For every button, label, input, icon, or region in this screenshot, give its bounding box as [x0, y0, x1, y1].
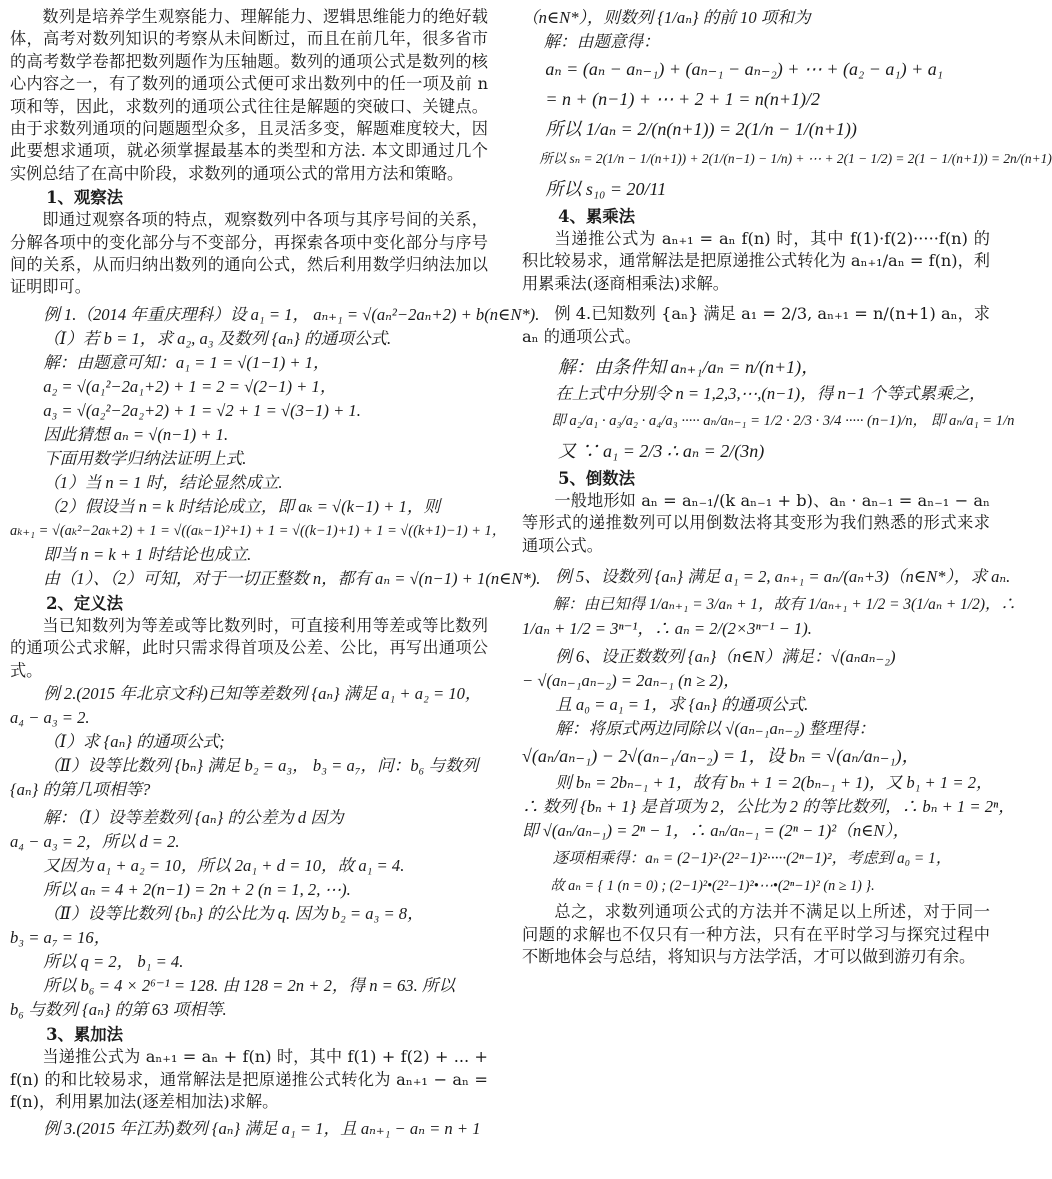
example-1-guess: 因此猜想 aₙ = √(n−1) + 1. [43, 424, 229, 444]
example-1-step-2-derivation: aₖ₊₁ = √(aₖ²−2aₖ+2) + 1 = √((aₖ−1)²+1) + 1 = √((k−1)+1) + 1 = √((k+1)−1) + 1， [10, 522, 507, 539]
example-3-line-2: = n + (n−1) + ⋯ + 2 + 1 = n(n+1)/2 [545, 89, 821, 109]
example-3-line-1: aₙ = (aₙ − aₙ₋₁) + (aₙ₋₁ − aₙ₋₂) + ⋯ + (a₂ − a₁) + a₁ [545, 59, 944, 79]
left-column [10, 6, 541, 1141]
example-2-solution-2e: b₆ 与数列 {aₙ} 的第 63 项相等. [10, 1000, 227, 1020]
section-heading-reciprocal: 5、倒数法 [558, 469, 636, 489]
example-3-statement: 例 3.(2015 年江苏)数列 {aₙ} 满足 a₁ = 1，且 aₙ₊₁ − aₙ = n + 1 [43, 1119, 481, 1139]
example-2-solution-1: 解：（Ⅰ）设等差数列 {aₙ} 的公差为 d 因为 [43, 808, 344, 828]
example-2-question-2-cont: {aₙ} 的第几项相等? [10, 780, 151, 800]
cumulative-product-text: 当递推公式为 aₙ₊₁ = aₙ f(n) 时，其中 f(1)·f(2)·····f(n) 的积比较易求，通常解法是把原递推公式转化为 aₙ₊₁/aₙ = f(n)，利用累乘法(逐商相乘法)求解。 [522, 229, 990, 293]
example-4-statement: 例 4.已知数列 {aₙ} 满足 a₁ = 2/3, aₙ₊₁ = n/(n+1) aₙ，求 aₙ 的通项公式。 [522, 304, 990, 346]
observation-text: 即通过观察各项的特点，观察数列中各项与其序号间的关系，分解各项中的变化部分与不变部分，再探索各项中变化部分与序号间的关系，从而归纳出数列的通向公式，然后利用数学归纳法加以证明即可。 [10, 210, 488, 297]
section-heading-cumulative-product: 4、累乘法 [558, 207, 636, 226]
example-6-solution-4: ∴ 数列 {bₙ + 1} 是首项为 2，公比为 2 的等比数列，∴ bₙ + 1 = 2ⁿ， [522, 797, 1015, 817]
section-heading-cumulative-sum: 3、累加法 [46, 1025, 124, 1045]
reciprocal-text: 一般地形如 aₙ = aₙ₋₁/(k aₙ₋₁ + b)、aₙ · aₙ₋₁ = aₙ₋₁ − aₙ 等形式的递推数列可以用倒数法将其变形为我们熟悉的形式来求通项公式。 [522, 491, 990, 555]
example-1-a2: a₂ = √(a₁²−2a₁+2) + 1 = 2 = √(2−1) + 1， [43, 376, 337, 396]
example-2-solution-1c: 又因为 a₁ + a₂ = 10，所以 2a₁ + d = 10，故 a₁ = 4. [43, 856, 405, 876]
example-6-solution-6: 逐项相乘得：aₙ = (2−1)²·(2²−1)²·····(2ⁿ−1)²，考虑到 a₀ = 1， [552, 850, 952, 868]
example-6-statement-cont: − √(aₙ₋₁aₙ₋₂) = 2aₙ₋₁ (n ≥ 2)， [522, 671, 740, 691]
example-3-solution: 解：由题意得： [543, 32, 660, 51]
example-1-question: （Ⅰ）若 b = 1，求 a₂, a₃ 及数列 {aₙ} 的通项公式. [43, 328, 392, 348]
example-4-line-4: 又 ∵ a₁ = 2/3 ∴ aₙ = 2/(3n) [558, 441, 765, 462]
example-6-solution: 解：将原式两边同除以 √(aₙ₋₁aₙ₋₂) 整理得： [555, 719, 876, 739]
example-2-question-2: （Ⅱ）设等比数列 {bₙ} 满足 b₂ = a₃， b₃ = a₇，问：b₆ 与数列 [43, 756, 479, 776]
definition-text: 当已知数列为等差或等比数列时，可直接利用等差或等比数列的通项公式求解，此时只需求得首项及公差、公比，再写出通项公式。 [10, 615, 488, 680]
example-6-statement: 例 6、设正数数列 {aₙ}（n∈N）满足：√(aₙaₙ₋₂) [555, 647, 896, 667]
section-heading-definition: 2、定义法 [46, 593, 124, 613]
example-3-statement-cont: （n∈N*），则数列 {1/aₙ} 的前 10 项和为 [522, 8, 811, 27]
example-2-solution-2d: 所以 b₆ = 4 × 2⁶⁻¹ = 128. 由 128 = 2n + 2，得 n = 63. 所以 [43, 976, 456, 996]
section-heading-observation: 1、观察法 [46, 188, 124, 208]
example-2-solution-2b: b₃ = a₇ = 16， [10, 928, 111, 948]
cumulative-sum-text: 当递推公式为 aₙ₊₁ = aₙ + f(n) 时，其中 f(1) + f(2) + ... + f(n) 的和比较易求，通常解法是把原递推公式转化为 aₙ₊₁ − aₙ = f(n)，利用累加法(逐差相加法)求解。 [10, 1047, 488, 1111]
intro-paragraph: 数列是培养学生观察能力、理解能力、逻辑思维能力的绝好载体，高考对数列知识的考察从未间断过，而且在前几年，很多省市的高考数学卷都把数列题作为压轴题。数列的通项公式是数列的核心内容之一，有了数列的通项公式便可求出数列中的任一项及前 n 项和等，因此，求数列的通项公式往往是解题的突破口、关键点。由于求数列通项的问题题型众多，且灵活多变，解题难度较大，因此要想求通项，就必须掌握最基本的类型和方法. 本文即通过几个实例总结了在高中阶段，求数列的通项公式的常用方法和策略。 [10, 7, 488, 183]
right-column [522, 6, 1052, 968]
example-2-solution-2: （Ⅱ）设等比数列 {bₙ} 的公比为 q. 因为 b₂ = a₃ = 8， [43, 904, 424, 924]
example-2-solution-2c: 所以 q = 2， b₁ = 4. [43, 952, 184, 972]
example-2-solution-1b: a₄ − a₃ = 2，所以 d = 2. [10, 832, 180, 852]
example-1-a3: a₃ = √(a₂²−2a₂+2) + 1 = √2 + 1 = √(3−1) + 1. [43, 400, 361, 420]
example-6-solution-5: 即 √(aₙ/aₙ₋₁) = 2ⁿ − 1，∴ aₙ/aₙ₋₁ = (2ⁿ − 1)²（n∈N）， [522, 821, 910, 841]
example-1-step-2-conclusion: 即当 n = k + 1 时结论也成立. [43, 544, 252, 564]
example-4-line-3: 即 a₂/a₁ · a₃/a₂ · a₄/a₃ ····· aₙ/aₙ₋₁ = 1/2 · 2/3 · 3/4 ····· (n−1)/n， 即 aₙ/a₁ = 1/n [551, 413, 1015, 430]
example-4-solution: 解：由条件知 aₙ₊₁/aₙ = n/(n+1)， [558, 357, 820, 378]
example-3-line-3: 所以 1/aₙ = 2/(n(n+1)) = 2(1/n − 1/(n+1)) [545, 119, 857, 139]
example-5-solution: 解：由已知得 1/aₙ₊₁ = 3/aₙ + 1，故有 1/aₙ₊₁ + 1/2 = 3(1/aₙ + 1/2)，∴ [552, 596, 1016, 614]
example-2-statement-cont: a₄ − a₃ = 2. [10, 708, 90, 728]
example-6-solution-2: √(aₙ/aₙ₋₁) − 2√(aₙ₋₁/aₙ₋₂) = 1，设 bₙ = √(aₙ/aₙ₋₁)， [522, 746, 920, 767]
example-1-step-2: （2）假设当 n = k 时结论成立，即 aₖ = √(k−1) + 1，则 [43, 496, 441, 516]
example-6-condition: 且 a₀ = a₁ = 1，求 {aₙ} 的通项公式. [555, 695, 809, 715]
example-3-line-5: 所以 s₁₀ = 20/11 [545, 179, 667, 199]
example-3-line-4: 所以 sₙ = 2(1/n − 1/(n+1)) + 2(1/(n−1) − 1/n) + ⋯ + 2(1 − 1/2) = 2(1 − 1/(n+1)) = 2n/(n+1) [539, 151, 1052, 166]
example-2-statement: 例 2.(2015 年北京文科)已知等差数列 {aₙ} 满足 a₁ + a₂ = 10， [43, 684, 482, 704]
example-1-conclusion: 由（1）、（2）可知，对于一切正整数 n，都有 aₙ = √(n−1) + 1(n∈N*). [43, 568, 541, 588]
example-2-solution-1d: 所以 aₙ = 4 + 2(n−1) = 2n + 2 (n = 1, 2, ⋯). [43, 880, 351, 900]
example-6-solution-3: 则 bₙ = 2bₙ₋₁ + 1，故有 bₙ + 1 = 2(bₙ₋₁ + 1)，又 b₁ + 1 = 2， [555, 773, 993, 793]
example-5-solution-2: 1/aₙ + 1/2 = 3ⁿ⁻¹，∴ aₙ = 2/(2×3ⁿ⁻¹ − 1). [522, 619, 812, 639]
example-1-proof-intro: 下面用数学归纳法证明上式. [43, 448, 247, 468]
example-1-step-1: （1）当 n = 1 时，结论显然成立. [43, 472, 283, 492]
example-5-statement: 例 5、设数列 {aₙ} 满足 a₁ = 2, aₙ₊₁ = aₙ/(aₙ+3)（n∈N*），求 aₙ. [555, 567, 1011, 587]
example-1-solution: 解：由题意可知：a₁ = 1 = √(1−1) + 1， [43, 352, 330, 372]
example-2-question-1: （Ⅰ）求 {aₙ} 的通项公式; [43, 732, 225, 752]
example-6-solution-7: 故 aₙ = { 1 (n = 0) ; (2−1)²•(2²−1)²•⋯•(2ⁿ−1)² (n ≥ 1) }. [550, 878, 875, 895]
example-4-line-2: 在上式中分别令 n = 1,2,3,⋯,(n−1)，得 n−1 个等式累乘之， [555, 384, 986, 404]
example-1-statement: 例 1.（2014 年重庆理科）设 a₁ = 1， aₙ₊₁ = √(aₙ²−2aₙ+2) + b(n∈N*). [43, 304, 540, 324]
conclusion-paragraph: 总之，求数列通项公式的方法并不满足以上所述，对于同一问题的求解也不仅只有一种方法，只有在平时学习与探究过程中不断地体会与总结，将知识与方法学活，才可以做到游刃有余。 [522, 902, 990, 967]
